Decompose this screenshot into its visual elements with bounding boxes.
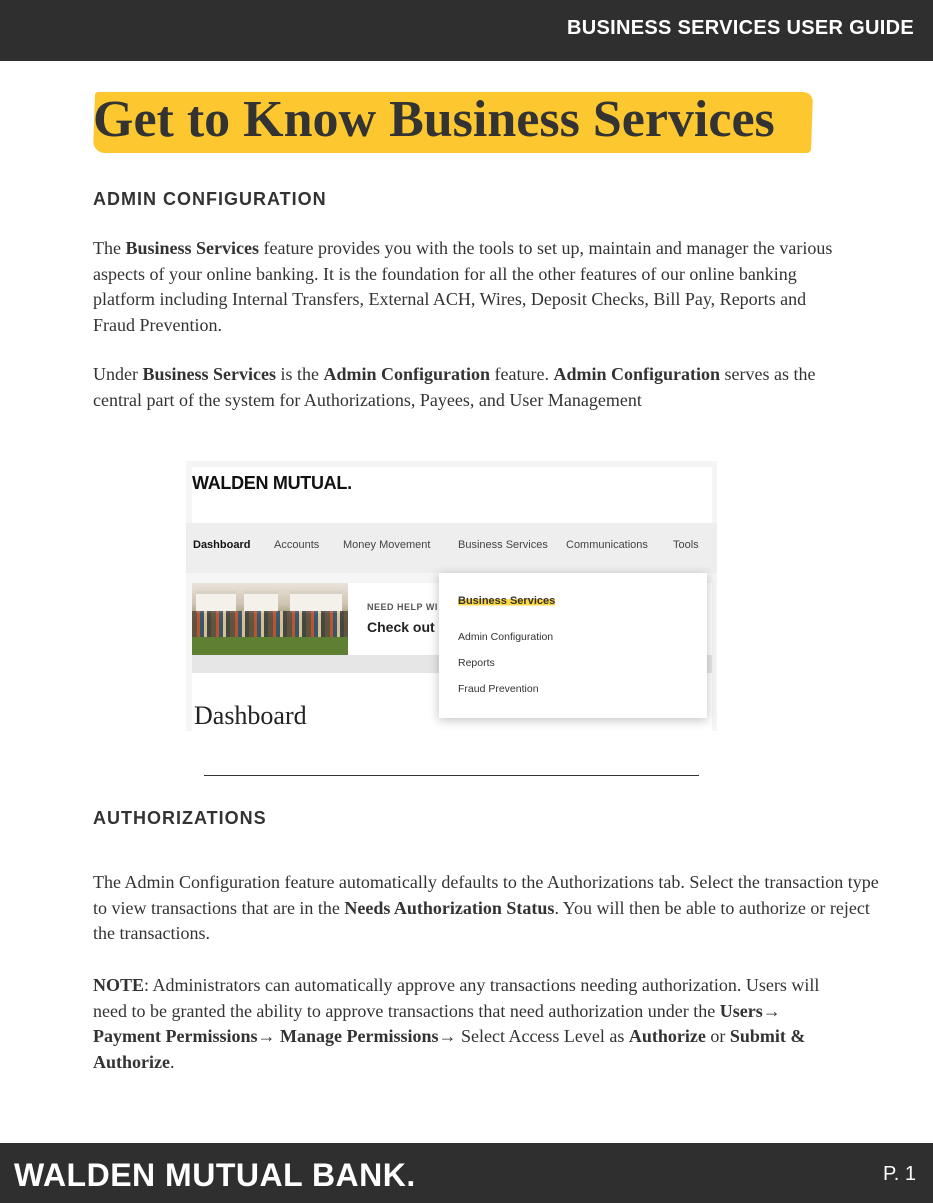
guide-title: BUSINESS SERVICES USER GUIDE (566, 17, 914, 39)
page-number: P. 1 (883, 1163, 916, 1185)
screenshot-header (192, 467, 712, 523)
dropdown-item-admin-configuration[interactable]: Admin Configuration (458, 631, 554, 643)
dropdown-item-reports[interactable]: Reports (458, 657, 495, 669)
authorizations-intro: The Admin Configuration feature automatically defaults to the Authorizations tab. Select the transaction type to view transactions that are in the Needs Authorization Status. You will then be able to authorize or reject the transactions. (93, 872, 879, 943)
dropdown-item-fraud-prevention[interactable]: Fraud Prevention (458, 683, 539, 695)
authorizations-heading: AUTHORIZATIONS (93, 808, 267, 828)
page-title: Get to Know Business Services (93, 91, 775, 148)
admin-configuration-intro: Under Business Services is the Admin Configuration feature. Admin Configuration serves as the central part of the system for Authorizations, Payees, and User Management (93, 364, 816, 410)
footer-bar (0, 1143, 933, 1203)
farmers-market-photo (192, 583, 348, 655)
header-bar (0, 0, 933, 61)
nav-tools[interactable]: Tools (673, 539, 699, 551)
nav-accounts[interactable]: Accounts (274, 539, 320, 551)
business-services-menu-screenshot (186, 461, 717, 731)
screenshot-nav-bar (186, 523, 717, 573)
nav-money-movement[interactable]: Money Movement (343, 539, 431, 551)
section-divider (204, 775, 699, 776)
nav-business-services[interactable]: Business Services (458, 539, 548, 551)
nav-dashboard[interactable]: Dashboard (193, 539, 251, 551)
screenshot-logo: WALDEN MUTUAL. (192, 473, 352, 493)
admin-configuration-heading: ADMIN CONFIGURATION (93, 189, 327, 209)
nav-communications[interactable]: Communications (566, 539, 648, 551)
bank-name: WALDEN MUTUAL BANK. (14, 1157, 416, 1193)
business-services-intro: The Business Services feature provides you with the tools to set up, maintain and manager the various aspects of your online banking. It is the foundation for all the other features of our online banking platform including Internal Transfers, External ACH, Wires, Deposit Checks, Bill Pay, Reports and Fraud Prevention. (93, 238, 833, 335)
banner-eyebrow: NEED HELP WI (367, 602, 438, 612)
dropdown-title: Business Services (458, 595, 556, 607)
business-services-dropdown (439, 573, 707, 718)
screenshot-dashboard-heading: Dashboard (194, 701, 307, 730)
authorizations-note: NOTE: Administrators can automatically approve any transactions needing authorization. Users will need to be granted the ability to approve transactions that need authorization under the Users→ Payment Permissions→ Manage Permissions→ Select Access Level as Authorize or Submit & Authorize. (93, 975, 820, 1072)
banner-headline: Check out (367, 619, 435, 635)
